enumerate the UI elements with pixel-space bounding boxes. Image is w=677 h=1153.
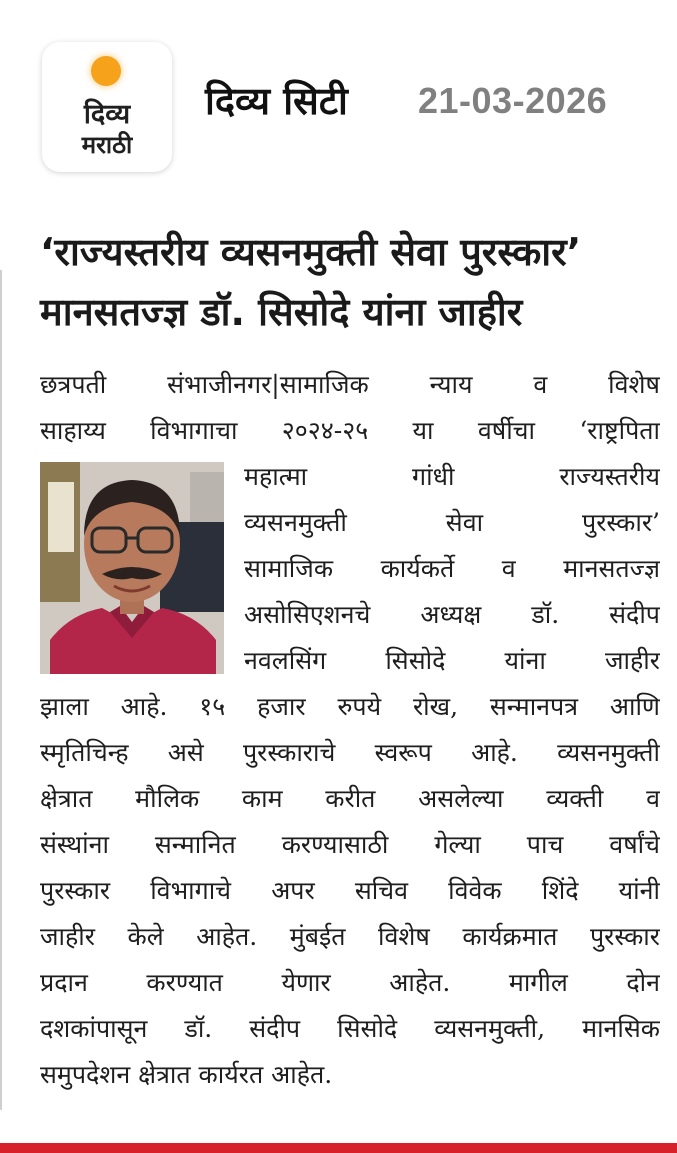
article-body — [40, 362, 660, 1098]
sun-icon — [91, 56, 121, 86]
logo-text-line2: मराठी — [81, 131, 133, 159]
article-line: समुपदेशन क्षेत्रात कार्यरत आहेत. — [40, 1060, 333, 1089]
page-edge-rule — [0, 270, 2, 1110]
section-brand: दिव्य सिटी — [205, 79, 348, 123]
divya-marathi-logo — [42, 42, 172, 172]
article-headline — [40, 222, 660, 342]
publication-date: 21-03-2026 — [418, 80, 608, 121]
article-line: पुरस्कार विभागाचे अपर सचिव विवेक शिंदे यांनी — [40, 876, 660, 905]
article-line: दशकांपासून डॉ. संदीप सिसोदे व्यसनमुक्ती, मानसिक — [40, 1014, 660, 1043]
article-line: क्षेत्रात मौलिक काम करीत असलेल्या व्यक्ती व — [40, 784, 660, 813]
article-line: झाला आहे. १५ हजार रुपये रोख, सन्मानपत्र आणि — [40, 692, 660, 721]
article-line: संस्थांना सन्मानित करण्यासाठी गेल्या पाच वर्षांचे — [40, 830, 660, 859]
article-line: प्रदान करण्यात येणार आहेत. मागील दोन — [40, 968, 660, 997]
article-line: व्यसनमुक्ती सेवा पुरस्कार’ — [244, 508, 660, 537]
article-line: नवलसिंग सिसोदे यांना जाहीर — [244, 646, 660, 675]
article-line: साहाय्य विभागाचा २०२४-२५ या वर्षीचा ‘राष्ट्रपिता — [40, 416, 660, 445]
article-line: छत्रपती संभाजीनगर|सामाजिक न्याय व विशेष — [40, 370, 660, 399]
article-line: महात्मा गांधी राज्यस्तरीय — [244, 462, 660, 491]
article-line: जाहीर केले आहेत. मुंबईत विशेष कार्यक्रमात पुरस्कार — [40, 922, 660, 951]
article-line: सामाजिक कार्यकर्ते व मानसतज्ज्ञ — [244, 554, 660, 583]
logo-text-line1: दिव्य — [83, 99, 131, 130]
headline-line-1: ‘राज्यस्तरीय व्यसनमुक्ती सेवा पुरस्कार’ — [40, 230, 582, 274]
newspaper-header — [0, 0, 677, 200]
bottom-accent-bar — [0, 1143, 677, 1153]
headline-line-2: मानसतज्ज्ञ डॉ. सिसोदे यांना जाहीर — [40, 290, 523, 334]
article-line: असोसिएशनचे अध्यक्ष डॉ. संदीप — [244, 600, 660, 629]
article-line: स्मृतिचिन्ह असे पुरस्काराचे स्वरूप आहे. व्यसनमुक्ती — [40, 738, 660, 767]
